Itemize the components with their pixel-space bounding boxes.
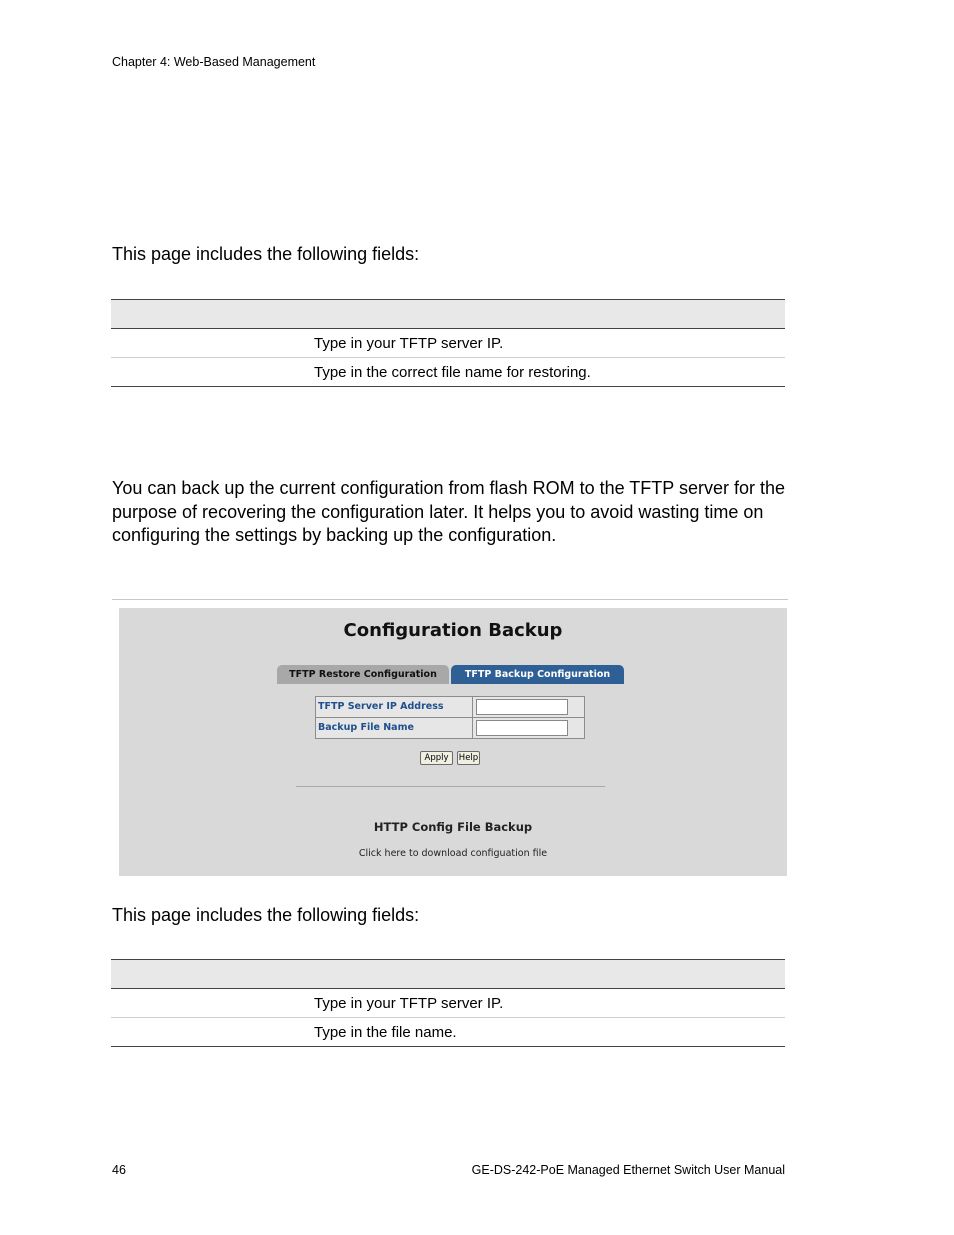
section-separator: [296, 786, 605, 787]
page-number: 46: [112, 1163, 126, 1177]
file-name-input[interactable]: [476, 720, 568, 736]
table-cell-description: Type in your TFTP server IP.: [314, 989, 785, 1018]
table-row: [111, 1018, 785, 1047]
figure-divider: [112, 599, 788, 600]
tab-tftp-restore[interactable]: TFTP Restore Configuration: [277, 665, 449, 684]
table-cell-field: [111, 358, 314, 387]
fields-table: [111, 959, 785, 1047]
table-row: [111, 329, 785, 358]
table-cell-field: [111, 1018, 314, 1047]
help-button[interactable]: Help: [458, 753, 479, 763]
table-cell-field: [111, 989, 314, 1018]
fields-intro-text: This page includes the following fields:: [112, 244, 420, 264]
table-header-cell: [314, 960, 785, 989]
table-header-cell: [314, 300, 785, 329]
table-header-cell: [111, 960, 314, 989]
tab-tftp-backup[interactable]: TFTP Backup Configuration: [451, 665, 624, 684]
panel-title: Configuration Backup: [343, 620, 563, 641]
file-name-label: Backup File Name: [316, 718, 473, 738]
table-cell-description: Type in the file name.: [314, 1018, 785, 1047]
backup-form: [315, 696, 585, 739]
manual-title: GE-DS-242-PoE Managed Ethernet Switch User Manual: [471, 1163, 785, 1177]
table-cell-description: Type in the correct file name for restoring.: [314, 358, 785, 387]
backup-description-paragraph: You can back up the current configuration from flash ROM to the TFTP server for the purpose of recovering the configuration later. It helps you to avoid wasting time on configuring the settings by backing up the configuration.: [112, 478, 785, 545]
fields-intro-text: This page includes the following fields:: [112, 905, 420, 925]
server-ip-input[interactable]: [476, 699, 568, 715]
table-header-cell: [111, 300, 314, 329]
chapter-header: Chapter 4: Web-Based Management: [112, 55, 316, 69]
apply-button[interactable]: Apply: [420, 751, 453, 765]
table-cell-description: Type in your TFTP server IP.: [314, 329, 785, 358]
table-header-row: [111, 300, 785, 329]
http-backup-title: HTTP Config File Backup: [373, 820, 533, 834]
table-row: [111, 358, 785, 387]
form-row-file-name: [316, 717, 584, 738]
form-row-server-ip: [316, 697, 584, 717]
table-header-row: [111, 960, 785, 989]
configuration-backup-screenshot: [119, 608, 787, 876]
table-cell-field: [111, 329, 314, 358]
server-ip-label: TFTP Server IP Address: [316, 697, 473, 717]
table-row: [111, 989, 785, 1018]
fields-table: [111, 299, 785, 387]
download-config-link[interactable]: Click here to download configuation file: [358, 848, 548, 859]
